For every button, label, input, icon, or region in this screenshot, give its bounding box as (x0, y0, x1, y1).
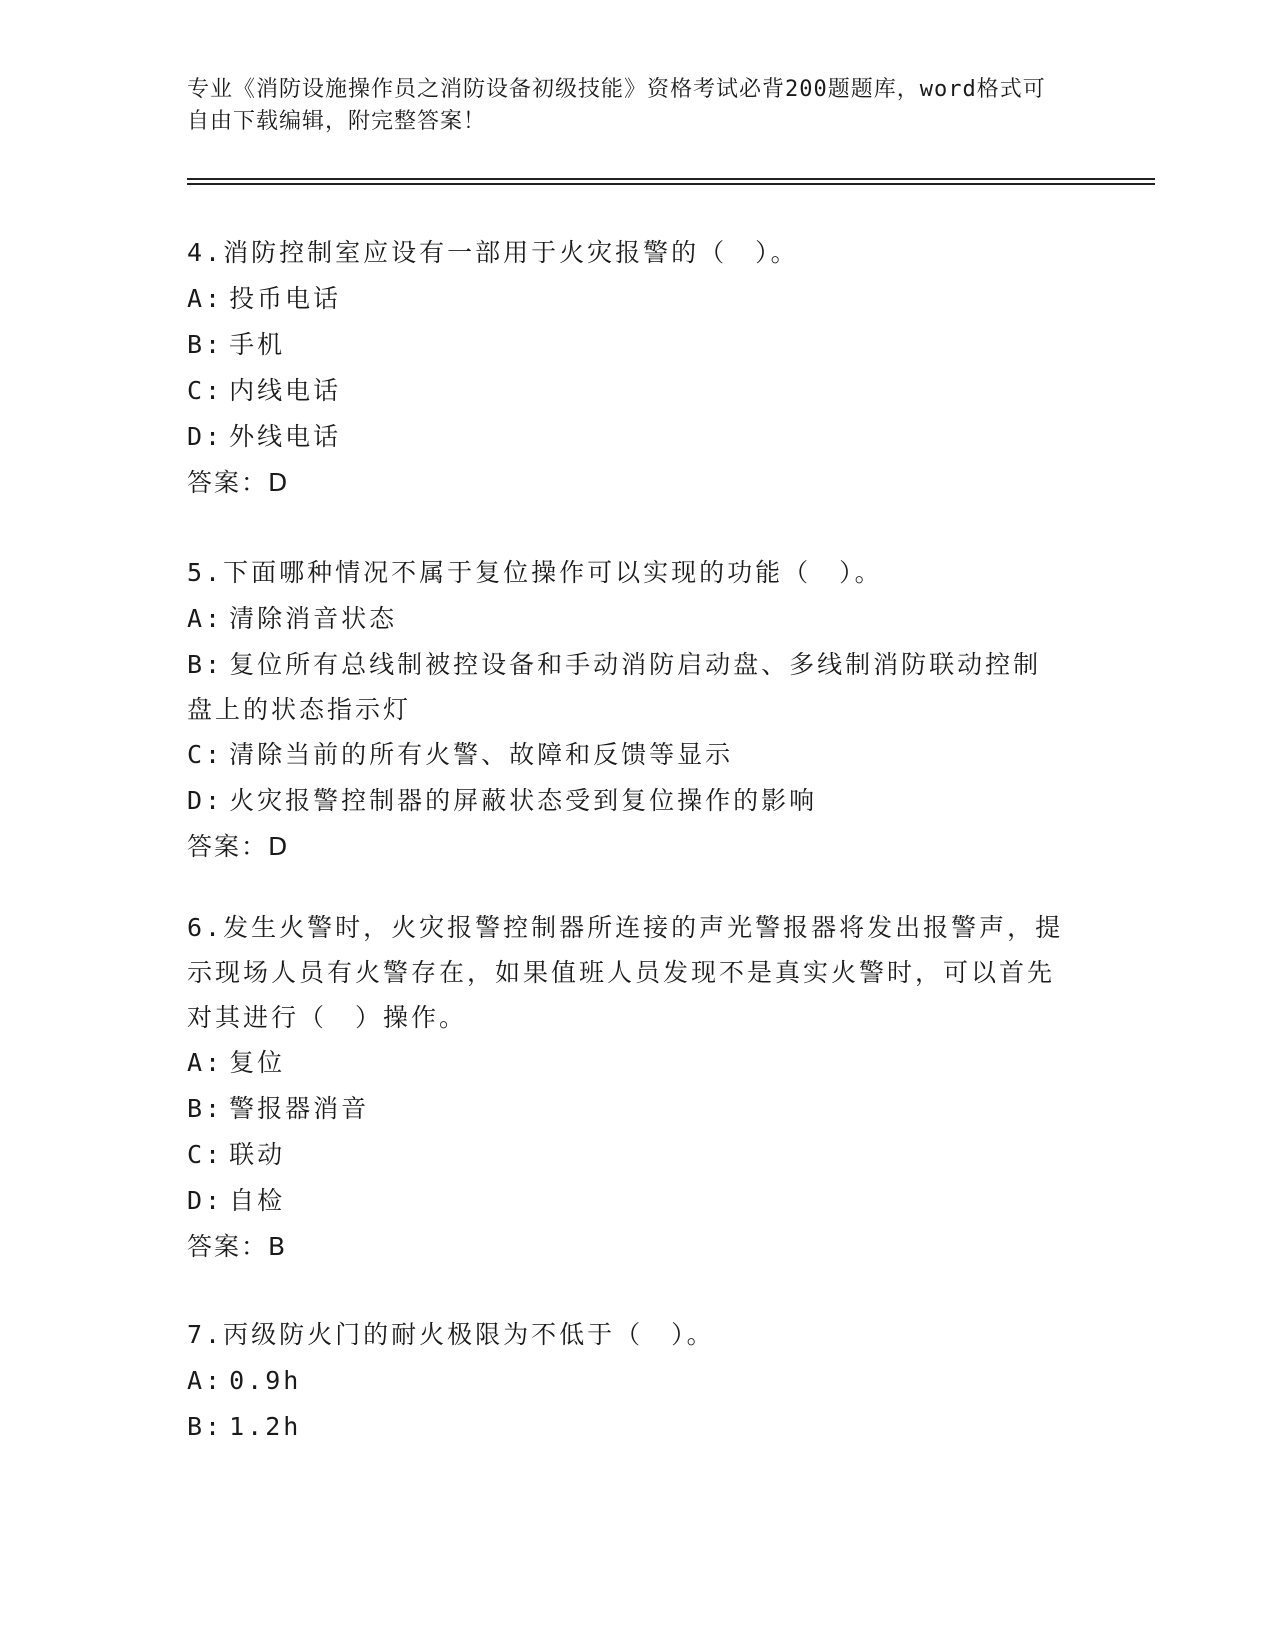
answer: 答案：D (187, 832, 290, 861)
question-stem: 6.发生火警时，火灾报警控制器所连接的声光警报器将发出报警声，提示现场人员有火警存在，如果值班人员发现不是真实火警时，可以首先对其进行（ ）操作。 (187, 913, 1064, 1032)
option-d: D: 火灾报警控制器的屏蔽状态受到复位操作的影响 (187, 786, 818, 815)
option-d: D: 外线电话 (187, 422, 342, 451)
option-a: A: 投币电话 (187, 284, 342, 313)
question-6 (187, 905, 1067, 1270)
option-b: B: 警报器消音 (187, 1094, 370, 1123)
option-b: B: 手机 (187, 330, 286, 359)
option-a: A: 0.9h (187, 1366, 302, 1395)
question-5 (187, 550, 1067, 870)
header-divider-top (187, 178, 1155, 180)
option-b: B: 1.2h (187, 1412, 302, 1441)
option-c: C: 联动 (187, 1140, 286, 1169)
option-b: B: 复位所有总线制被控设备和手动消防启动盘、多线制消防联动控制盘上的状态指示灯 (187, 650, 1042, 724)
answer: 答案：B (187, 1232, 288, 1261)
option-a: A: 清除消音状态 (187, 604, 398, 633)
option-d: D: 自检 (187, 1186, 286, 1215)
question-stem: 5.下面哪种情况不属于复位操作可以实现的功能（ ）。 (187, 558, 883, 587)
option-c: C: 清除当前的所有火警、故障和反馈等显示 (187, 740, 734, 769)
option-a: A: 复位 (187, 1048, 286, 1077)
question-stem: 4.消防控制室应设有一部用于火灾报警的（ ）。 (187, 238, 799, 267)
header-divider-bottom (187, 183, 1155, 185)
question-7 (187, 1312, 1067, 1450)
question-4 (187, 230, 1067, 506)
question-stem: 7.丙级防火门的耐火极限为不低于（ ）。 (187, 1320, 715, 1349)
answer: 答案：D (187, 468, 290, 497)
document-header: 专业《消防设施操作员之消防设备初级技能》资格考试必背200题题库，word格式可自由下载编辑，附完整答案！ (187, 77, 1046, 134)
option-c: C: 内线电话 (187, 376, 342, 405)
